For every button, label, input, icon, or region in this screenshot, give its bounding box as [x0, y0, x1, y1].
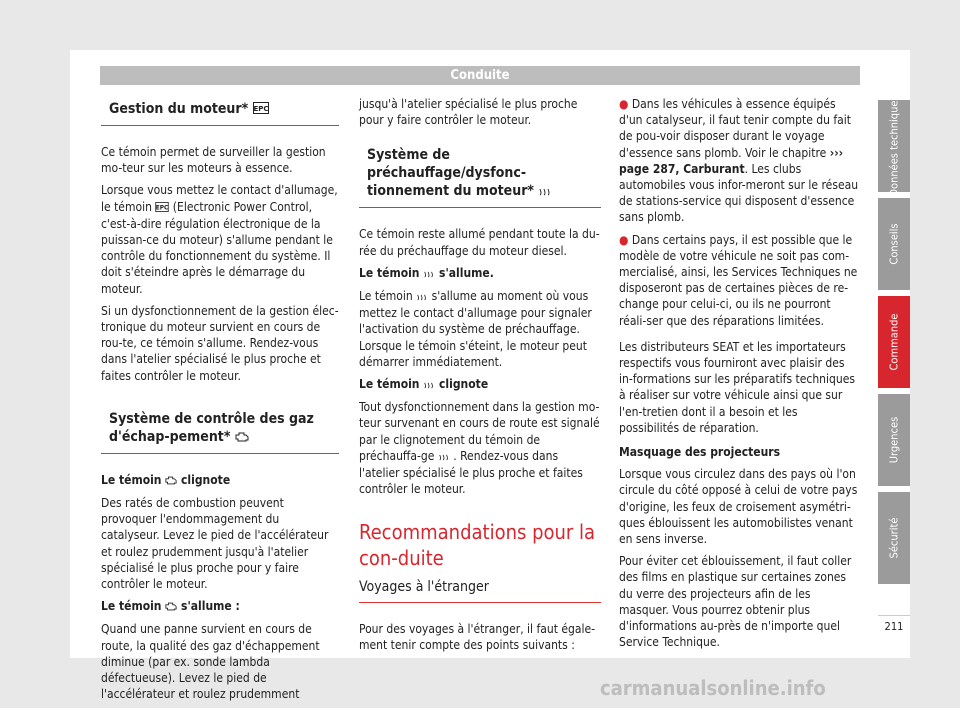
tab-label: Sécurité — [887, 517, 901, 559]
epc-icon — [155, 200, 169, 216]
heading-gaz-echappement — [101, 406, 339, 454]
text: Le témoin — [359, 289, 413, 304]
column-3 — [619, 96, 861, 657]
paragraph — [359, 399, 601, 497]
text: . Les clubs automobiles vous infor-meront sur le réseau de stations-service qui disposent d'essence sans plomb. — [619, 161, 859, 225]
svg-text:EPC: EPC — [156, 205, 169, 212]
heading-prechauffage — [359, 142, 601, 208]
bullet-icon: ● — [619, 232, 629, 247]
paragraph: Des ratés de combustion peuvent provoquer l'endommagement du catalyseur. Levez le pied de l'accélérateur et roulez prudemment jusqu'à l'atelier spécialisé le plus proche pour y faire contrôler le moteur. — [101, 496, 329, 592]
engine-icon — [235, 429, 249, 447]
bullet-item — [619, 96, 861, 226]
page-reference-link[interactable]: ››› page 287, Carburant — [619, 145, 844, 176]
section-header: Conduite — [100, 66, 860, 85]
paragraph: Pour éviter cet éblouissement, il faut coller des films en plastique sur certaines zones du verre des projecteurs afin de les masquer. Vous pourrez obtenir plus d'informations au-près de n'importe quel Service Technique. — [619, 554, 852, 650]
column-2 — [359, 96, 601, 659]
section-title-voyages: Voyages à l'étranger — [359, 577, 601, 602]
heading-gestion-moteur — [101, 96, 339, 126]
tab-label: Commande — [887, 313, 901, 371]
tab-donnees-techniques[interactable] — [878, 95, 910, 197]
subheading: Masquage des projecteurs — [619, 445, 781, 460]
tab-label: Urgences — [887, 416, 901, 464]
bullet-item — [619, 232, 861, 329]
glow-plug-icon — [416, 289, 428, 305]
glow-plug-icon — [423, 377, 435, 393]
glow-plug-icon — [438, 449, 450, 465]
glow-plug-icon — [538, 183, 552, 201]
paragraph — [101, 182, 339, 296]
paragraph: Les distributeurs SEAT et les importateurs respectifs vous fourniront avec plaisir des in-formations sur les préparatifs techniques à réaliser sur votre véhicule ainsi que sur l'en-tretien dont il a besoin et les possibilités de réparation. — [619, 339, 855, 435]
svg-text:EPC: EPC — [253, 105, 269, 113]
page-number: 211 — [878, 615, 910, 633]
text: Le témoin — [359, 377, 420, 392]
text: . Rendez-vous dans l'atelier spécialisé le plus proche et faites contrôler le moteur. — [359, 448, 583, 497]
chapter-title: Recommandations pour la con-duite — [359, 520, 596, 571]
engine-icon — [165, 473, 177, 489]
subheading — [101, 472, 339, 489]
text: Lorsque vous mettez le contact d'allumage, le témoin — [101, 183, 338, 214]
paragraph: Ce témoin permet de surveiller la gestion mo-teur sur les moteurs à essence. — [101, 145, 326, 176]
tab-securite[interactable] — [878, 492, 910, 584]
subheading — [359, 265, 601, 282]
subheading — [101, 598, 339, 615]
paragraph: Quand une panne survient en cours de route, la qualité des gaz d'échappement diminue (par ex. sonde lambda défectueuse). Levez le pied de l'accélérateur et roulez prudemment — [101, 622, 320, 702]
text: Le témoin — [101, 599, 162, 614]
paragraph: jusqu'à l'atelier spécialisé le plus proche pour y faire contrôler le moteur. — [359, 97, 578, 128]
text: clignote — [181, 472, 231, 487]
paragraph: Ce témoin reste allumé pendant toute la du-rée du préchauffage du moteur diesel. — [359, 227, 600, 258]
text: Dans certains pays, il est possible que le modèle de votre véhicule ne soit pas com-mercialisé, ainsi, les Services Techniques ne disposeront pas de certaines pièces de re-change pour celui-ci, ou ils ne pourront réali-ser que des réparations limitées. — [619, 232, 858, 328]
text: s'allume. — [439, 265, 494, 280]
tab-label: Données techniques — [887, 95, 901, 197]
tab-label: Conseils — [887, 223, 901, 265]
text: Tout dysfonctionnement dans la gestion mo-teur survenant en cours de route est signalé par le clignotement du témoin de préchauffa-ge — [359, 400, 600, 463]
tab-commande[interactable] — [878, 296, 910, 388]
paragraph: Si un dysfonctionnement de la gestion élec-tronique du moteur survient en cours de rou-te, ce témoin s'allume. Rendez-vous dans l'atelier spécialisé le plus proche et faites contrôler le moteur. — [101, 303, 339, 383]
paragraph: Pour des voyages à l'étranger, il faut égale-ment tenir compte des points suivants : — [359, 621, 596, 652]
engine-icon — [165, 599, 177, 615]
subheading — [359, 376, 601, 393]
text: s'allume au moment où vous mettez le contact d'allumage pour signaler l'activation du système de préchauffage. Lorsque le témoin s'éteint, le moteur peut démarrer immédiatement. — [359, 289, 592, 369]
heading-text: Système de contrôle des gaz d'échap-pement* — [109, 410, 314, 445]
text: Le témoin — [359, 265, 420, 280]
text: s'allume : — [181, 599, 240, 614]
text: (Electronic Power Control, c'est-à-dire régulation électronique de la puissan-ce du moteur) s'allume pendant le contrôle du fonctionnement du système. Il doit s'éteindre après le démarrage du moteur. — [101, 199, 333, 296]
epc-icon — [253, 101, 269, 119]
tab-conseils[interactable] — [878, 198, 910, 290]
tab-urgences[interactable] — [878, 394, 910, 486]
paragraph — [359, 288, 601, 370]
glow-plug-icon — [423, 266, 435, 282]
watermark: carmanualsonline.info — [600, 676, 826, 700]
paragraph: Lorsque vous circulez dans des pays où l'on circule du côté opposé à celui de votre pays d'origine, les feux de croisement asymétri-ques éblouissent les automobilistes venant en sens inverse. — [619, 467, 858, 547]
bullet-icon: ● — [619, 97, 629, 111]
text: clignote — [439, 377, 489, 392]
text: Le témoin — [101, 472, 162, 487]
heading-text: Système de préchauffage/dysfonc-tionnement du moteur* — [367, 147, 534, 200]
text: Dans les véhicules à essence équipés d'un catalyseur, il faut tenir compte du fait de pou-voir disposer durant le voyage d'essence sans plomb. Voir le chapitre — [619, 97, 852, 160]
heading-text: Gestion du moteur* — [109, 101, 249, 117]
column-1 — [101, 96, 339, 708]
